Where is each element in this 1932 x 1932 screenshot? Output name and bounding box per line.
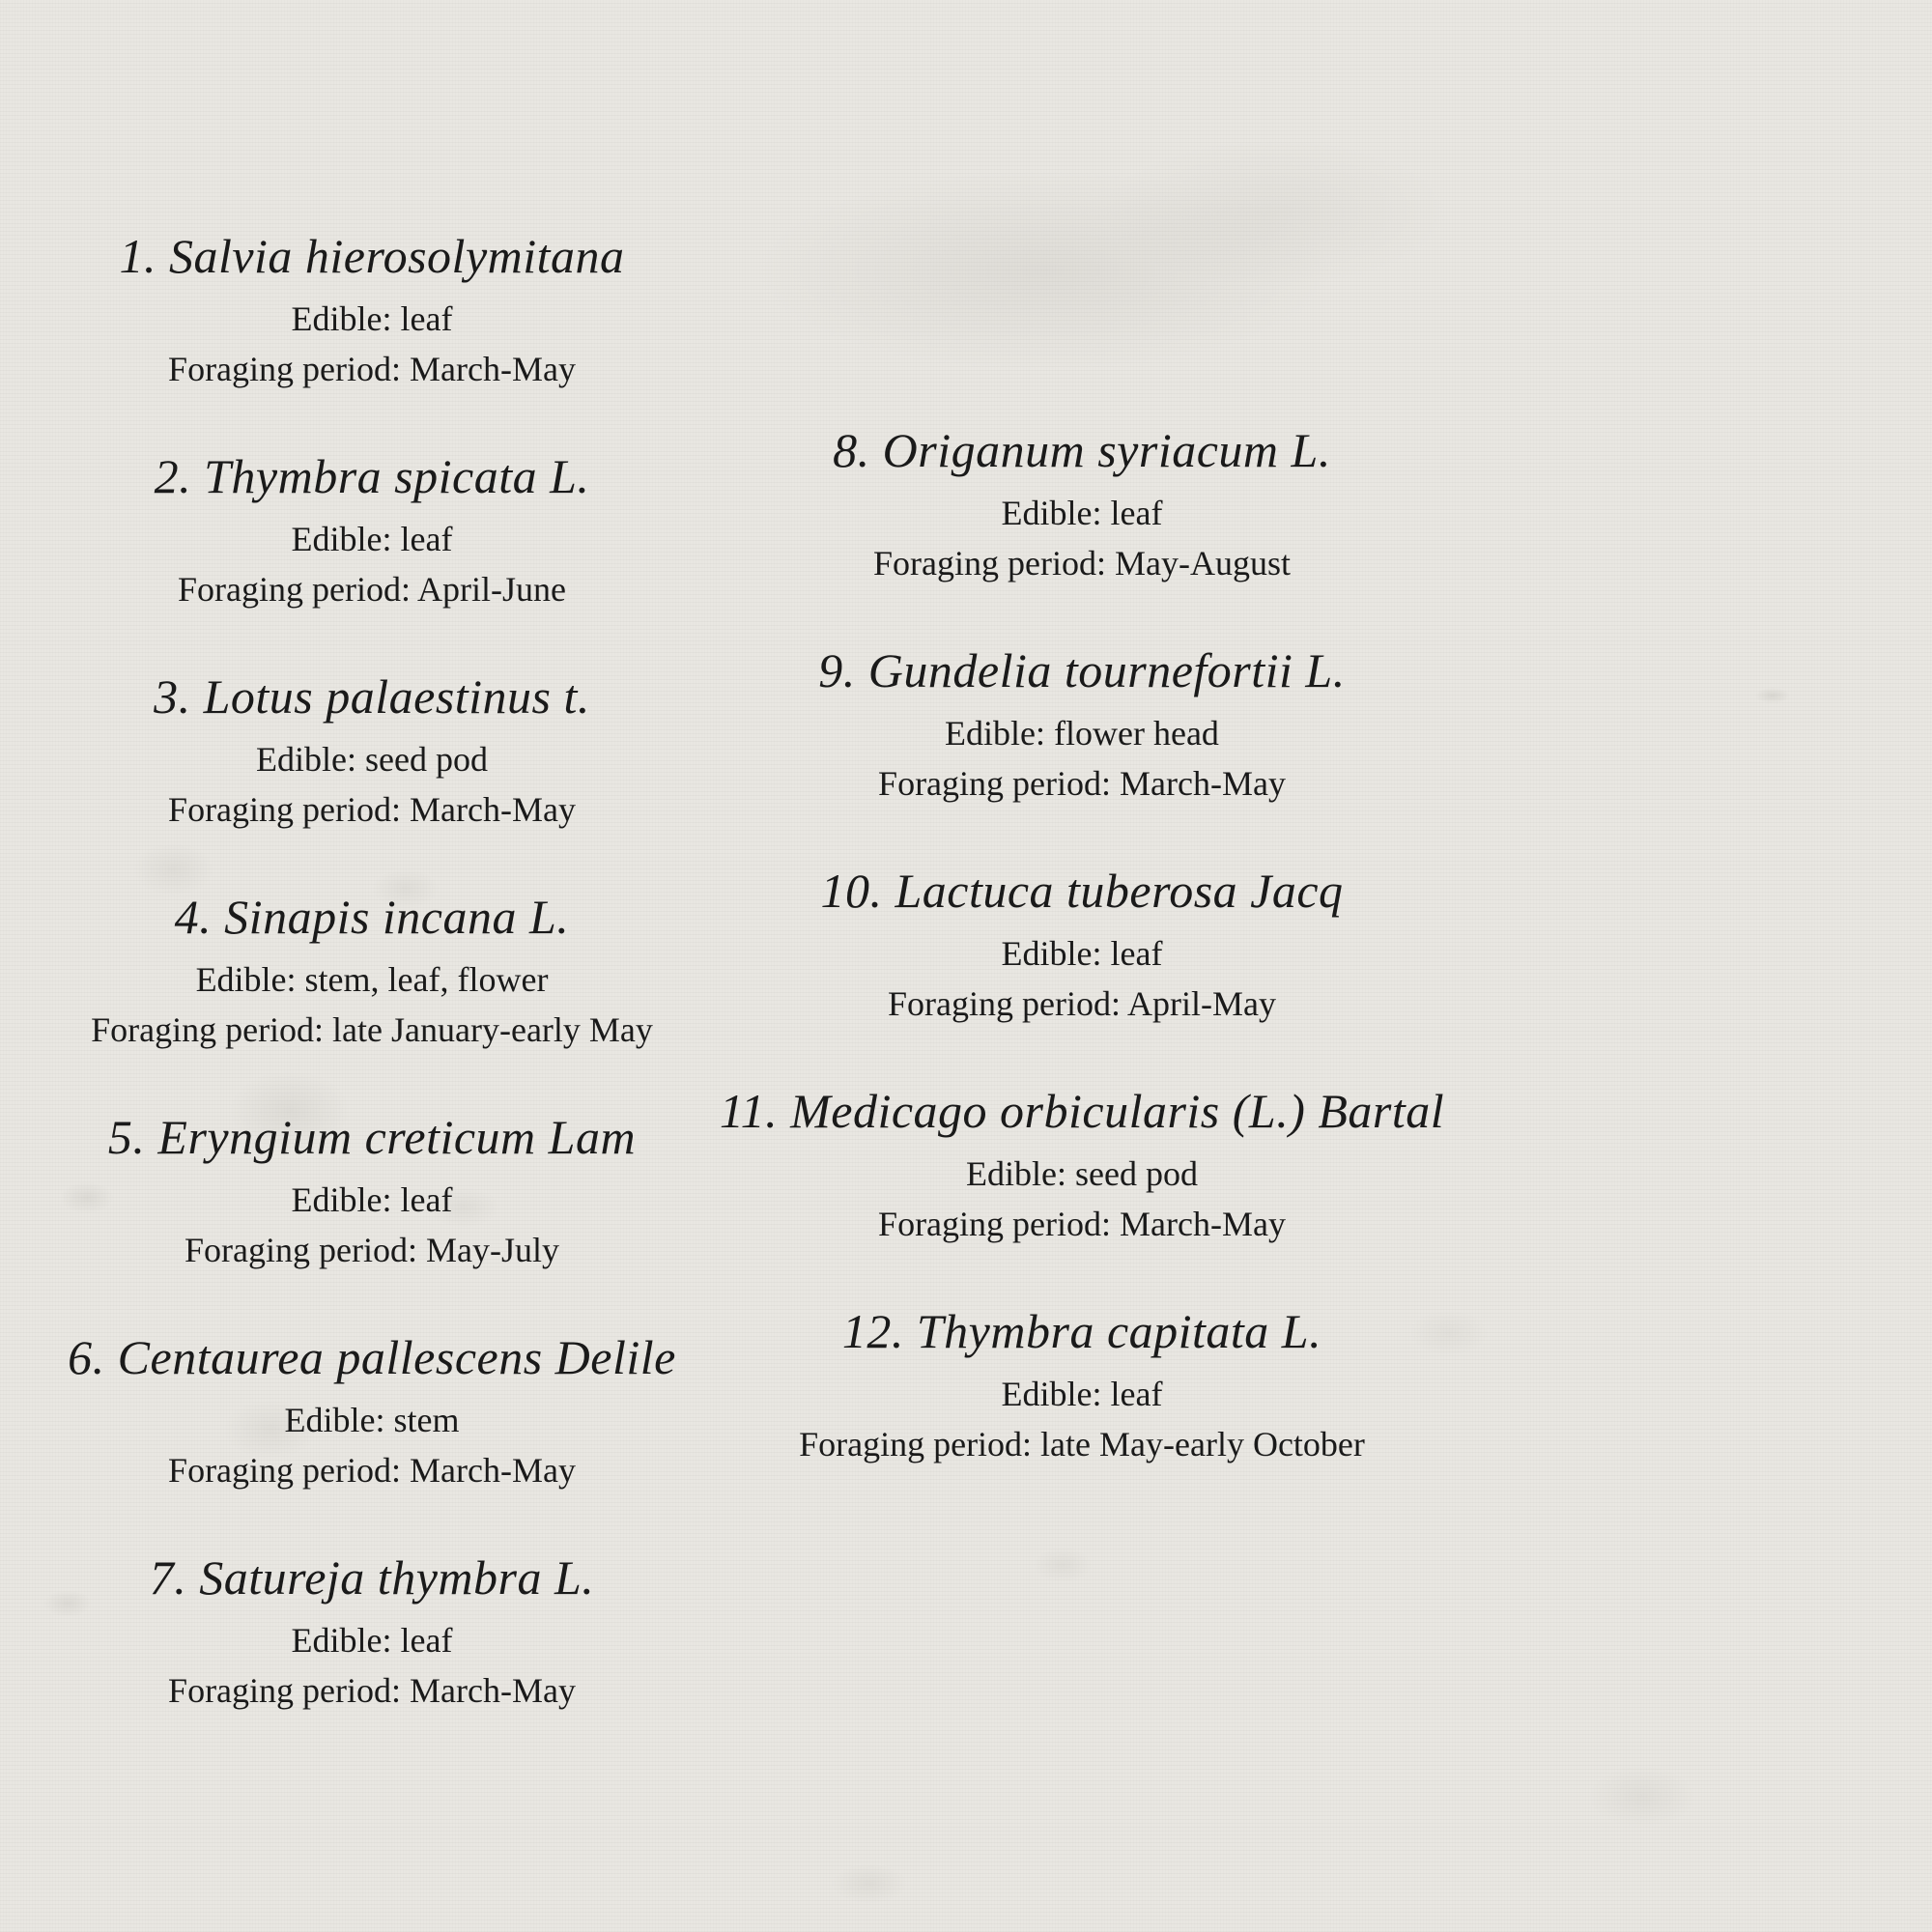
edible-info: Edible: leaf <box>291 1180 453 1219</box>
foraging-period-info: Foraging period: March-May <box>168 790 576 829</box>
plant-name: 1. Salvia hierosolymitana <box>119 229 625 283</box>
edible-info: Edible: stem, leaf, flower <box>195 960 549 999</box>
foraging-period-info: Foraging period: April-June <box>178 570 566 609</box>
edible-info: Edible: leaf <box>291 520 453 558</box>
plant-name: 2. Thymbra spicata L. <box>154 449 590 503</box>
right-column <box>715 418 1449 1520</box>
plant-name: 9. Gundelia tournefortii L. <box>818 643 1346 697</box>
plant-entry <box>715 859 1449 1029</box>
foraging-period-info: Foraging period: late May-early October <box>799 1425 1365 1463</box>
edible-info: Edible: leaf <box>1001 494 1163 532</box>
edible-info: Edible: stem <box>284 1401 460 1439</box>
edible-info: Edible: leaf <box>291 1621 453 1660</box>
plant-entry <box>715 1299 1449 1469</box>
plant-name: 5. Eryngium creticum Lam <box>107 1110 637 1164</box>
foraging-period-info: Foraging period: March-May <box>878 1205 1286 1243</box>
foraging-period-info: Foraging period: March-May <box>168 1671 576 1710</box>
edible-info: Edible: seed pod <box>966 1154 1198 1193</box>
edible-info: Edible: flower head <box>945 714 1219 753</box>
plant-entry <box>715 639 1449 809</box>
plant-entry <box>5 1105 739 1275</box>
foraging-period-info: Foraging period: March-May <box>168 1451 576 1490</box>
plant-name: 11. Medicago orbicularis (L.) Bartal <box>719 1084 1445 1138</box>
plant-name: 10. Lactuca tuberosa Jacq <box>820 864 1344 918</box>
edible-info: Edible: leaf <box>1001 934 1163 973</box>
plant-entry <box>5 885 739 1055</box>
edible-info: Edible: leaf <box>1001 1375 1163 1413</box>
plant-name: 6. Centaurea pallescens Delile <box>68 1330 676 1384</box>
edible-info: Edible: leaf <box>291 299 453 338</box>
foraging-period-info: Foraging period: March-May <box>168 350 576 388</box>
foraging-period-info: Foraging period: March-May <box>878 764 1286 803</box>
foraging-period-info: Foraging period: late January-early May <box>91 1010 653 1049</box>
plant-name: 4. Sinapis incana L. <box>174 890 570 944</box>
plant-entry <box>5 444 739 614</box>
plant-entry <box>715 418 1449 588</box>
foraging-period-info: Foraging period: May-July <box>185 1231 559 1269</box>
plant-name: 7. Satureja thymbra L. <box>149 1550 595 1605</box>
foraging-period-info: Foraging period: April-May <box>888 984 1276 1023</box>
left-column <box>5 224 739 1766</box>
plant-name: 8. Origanum syriacum L. <box>833 423 1331 477</box>
plant-entry <box>5 665 739 835</box>
edible-info: Edible: seed pod <box>256 740 488 779</box>
plant-entry <box>5 1325 739 1495</box>
plant-entry <box>715 1079 1449 1249</box>
plant-name: 12. Thymbra capitata L. <box>841 1304 1322 1358</box>
plant-name: 3. Lotus palaestinus t. <box>154 669 590 724</box>
foraging-period-info: Foraging period: May-August <box>873 544 1291 582</box>
plant-entry <box>5 224 739 394</box>
plant-entry <box>5 1546 739 1716</box>
